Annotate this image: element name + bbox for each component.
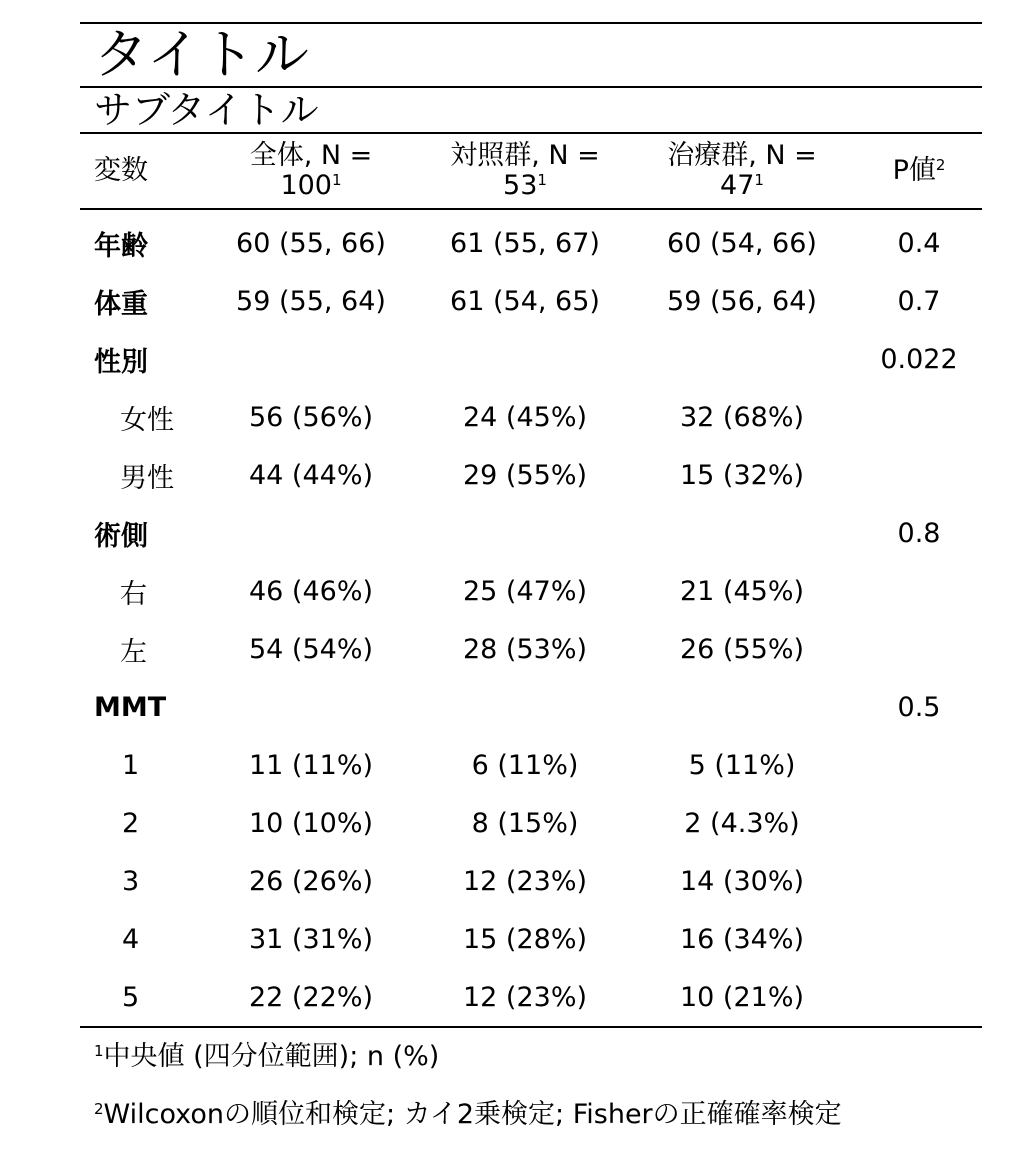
row-label: 4: [122, 923, 140, 955]
cell-overall: [200, 678, 422, 736]
table-row: [80, 620, 982, 678]
summary-table-container: [80, 22, 982, 1144]
cell-pvalue: [856, 910, 982, 968]
cell-overall: 59 (55, 64): [236, 285, 386, 317]
cell-overall: 46 (46%): [248, 575, 374, 607]
footnote-2-text: Wilcoxonの順位和検定; カイ2乗検定; Fisherの正確確率検定: [103, 1099, 842, 1130]
cell-control: [422, 330, 628, 388]
cell-treatment: 5 (11%): [688, 749, 796, 781]
row-label: 3: [122, 865, 140, 897]
row-label: 年齢: [94, 230, 148, 262]
row-label: 1: [122, 749, 140, 781]
cell-pvalue: [856, 562, 982, 620]
cell-overall: 26 (26%): [248, 865, 374, 897]
table-row: [80, 968, 982, 1026]
table-row: [80, 794, 982, 852]
cell-overall: 60 (55, 66): [236, 227, 386, 259]
cell-treatment: 60 (54, 66): [667, 227, 817, 259]
cell-pvalue: 0.022: [880, 343, 958, 375]
row-label: 性別: [94, 346, 148, 378]
table-header: [80, 134, 982, 209]
table-subtitle: サブタイトル: [94, 88, 319, 132]
row-label: 術側: [94, 520, 148, 552]
cell-pvalue: 0.4: [897, 227, 941, 259]
footnote-mark: 1: [754, 171, 764, 189]
table-row: [80, 910, 982, 968]
row-label: 5: [122, 981, 140, 1013]
table-row: [80, 852, 982, 910]
cell-treatment: 59 (56, 64): [667, 285, 817, 317]
table-row: [80, 678, 982, 736]
row-label: 左: [120, 636, 147, 668]
header-treatment-line2: 47: [720, 170, 755, 201]
table-row: [80, 209, 982, 272]
footnote-1-text: 中央値 (四分位範囲); n (%): [103, 1041, 440, 1072]
header-control-line2: 53: [503, 170, 538, 201]
header-control-line1: 対照群, N =: [450, 140, 600, 171]
cell-pvalue: 0.5: [897, 691, 941, 723]
cell-treatment: 21 (45%): [679, 575, 805, 607]
cell-pvalue: [856, 736, 982, 794]
cell-control: [422, 678, 628, 736]
header-pvalue: [856, 134, 982, 209]
cell-pvalue: [856, 852, 982, 910]
cell-control: 8 (15%): [471, 807, 579, 839]
header-pvalue-label: P値: [892, 155, 936, 186]
table-row: [80, 562, 982, 620]
cell-overall: [200, 504, 422, 562]
cell-overall: 11 (11%): [248, 749, 374, 781]
cell-pvalue: [856, 388, 982, 446]
row-label: 体重: [94, 288, 148, 320]
header-overall-line1: 全体, N =: [249, 140, 373, 171]
table-body: [80, 209, 982, 1026]
cell-treatment: 26 (55%): [679, 633, 805, 665]
header-overall: [200, 134, 422, 209]
cell-overall: 10 (10%): [248, 807, 374, 839]
cell-treatment: 32 (68%): [679, 401, 805, 433]
cell-treatment: [628, 678, 856, 736]
cell-treatment: 10 (21%): [679, 981, 805, 1013]
cell-treatment: [628, 504, 856, 562]
header-variable: [80, 134, 200, 209]
header-control: [422, 134, 628, 209]
cell-control: 15 (28%): [462, 923, 588, 955]
row-label: 女性: [120, 404, 174, 436]
cell-treatment: 15 (32%): [679, 459, 805, 491]
header-variable-label: 変数: [94, 155, 148, 186]
footnote-mark: 1: [332, 171, 342, 189]
footnote-mark: 2: [935, 156, 946, 174]
header-row: [80, 134, 982, 209]
footnote-mark: 1: [537, 171, 547, 189]
cell-treatment: 14 (30%): [679, 865, 805, 897]
row-label: 2: [122, 807, 140, 839]
footnote-1: [80, 1028, 982, 1086]
cell-control: 29 (55%): [462, 459, 588, 491]
footnote-2: [80, 1086, 982, 1144]
cell-pvalue: [856, 968, 982, 1026]
header-overall-line2: 100: [280, 170, 332, 201]
table-row: [80, 272, 982, 330]
cell-control: 28 (53%): [462, 633, 588, 665]
cell-treatment: 16 (34%): [679, 923, 805, 955]
cell-control: 61 (54, 65): [450, 285, 600, 317]
cell-control: 25 (47%): [462, 575, 588, 607]
header-treatment: [628, 134, 856, 209]
table-row: [80, 736, 982, 794]
cell-control: 61 (55, 67): [450, 227, 600, 259]
cell-overall: 31 (31%): [248, 923, 374, 955]
cell-control: 24 (45%): [462, 401, 588, 433]
footnote-2-mark: 2: [94, 1100, 104, 1118]
cell-overall: 22 (22%): [248, 981, 374, 1013]
table-row: [80, 504, 982, 562]
cell-overall: 56 (56%): [248, 401, 374, 433]
cell-pvalue: [856, 794, 982, 852]
header-treatment-line1: 治療群, N =: [667, 140, 817, 171]
cell-control: 6 (11%): [471, 749, 579, 781]
table-row: [80, 330, 982, 388]
cell-overall: 44 (44%): [248, 459, 374, 491]
cell-control: 12 (23%): [462, 981, 588, 1013]
cell-control: 12 (23%): [462, 865, 588, 897]
cell-treatment: 2 (4.3%): [684, 807, 800, 839]
cell-pvalue: [856, 446, 982, 504]
row-label: MMT: [94, 691, 167, 723]
summary-table: [80, 134, 982, 1026]
table-row: [80, 388, 982, 446]
cell-pvalue: [856, 620, 982, 678]
table-title: タイトル: [94, 23, 309, 86]
table-footnotes: [80, 1028, 982, 1144]
row-label: 男性: [120, 462, 174, 494]
cell-control: [422, 504, 628, 562]
cell-pvalue: 0.7: [897, 285, 941, 317]
cell-overall: [200, 330, 422, 388]
table-row: [80, 446, 982, 504]
cell-overall: 54 (54%): [248, 633, 374, 665]
cell-pvalue: 0.8: [897, 517, 941, 549]
footnote-1-mark: 1: [94, 1042, 104, 1060]
cell-treatment: [628, 330, 856, 388]
row-label: 右: [120, 578, 147, 610]
